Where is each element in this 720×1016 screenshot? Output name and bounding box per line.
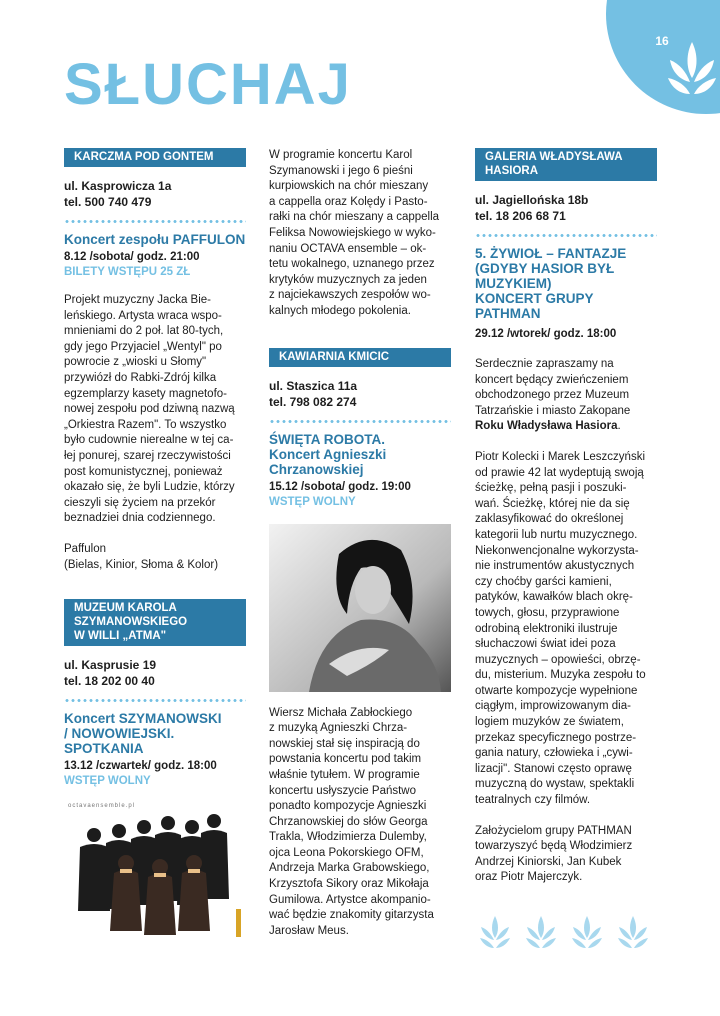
page-number: 16 bbox=[655, 34, 669, 48]
venue-phone: tel. 18 202 00 40 bbox=[64, 674, 155, 689]
paragraph: Paffulon (Bielas, Kinior, Słoma & Kolor) bbox=[64, 542, 219, 571]
event-title: Koncert zespołu PAFFULON bbox=[64, 232, 246, 247]
ensemble-photo bbox=[64, 801, 246, 939]
venue-address: ul. Jagiellońska 18b bbox=[475, 193, 589, 207]
venue-contact bbox=[64, 178, 246, 210]
dotted-divider bbox=[64, 699, 246, 702]
left-column bbox=[64, 148, 246, 939]
footer-motifs bbox=[478, 914, 650, 950]
event-ticket: BILETY WSTĘPU 25 ZŁ bbox=[64, 266, 191, 278]
venue-contact bbox=[64, 657, 246, 689]
event-title: ŚWIĘTA ROBOTA. Koncert Agnieszki Chrzanowskiej bbox=[269, 431, 387, 477]
artist-portrait-photo bbox=[269, 524, 451, 692]
middle-column bbox=[269, 148, 451, 939]
plant-motif-icon bbox=[478, 914, 512, 950]
paragraph: Założycielom grupy PATHMAN towarzyszyć będą Włodzimierz Andrzej Kiniorski, Jan Kubek oraz Piotr Majerczyk. bbox=[475, 824, 633, 884]
page-title: SŁUCHAJ bbox=[64, 52, 352, 117]
venue-phone: tel. 18 206 68 71 bbox=[475, 209, 566, 223]
event-date: 15.12 /sobota/ godz. 19:00 bbox=[269, 480, 411, 493]
venue-heading-galeria: GALERIA WŁADYSŁAWA HASIORA bbox=[475, 148, 657, 181]
venue-heading-muzeum: MUZEUM KAROLA SZYMANOWSKIEGO W WILLI „ATMA" bbox=[64, 599, 246, 646]
venue-address: ul. Kasprowicza 1a bbox=[64, 179, 172, 193]
plant-motif-icon bbox=[524, 914, 558, 950]
event-title: Koncert SZYMANOWSKI / NOWOWIEJSKI. SPOTKANIA bbox=[64, 711, 222, 757]
plant-motif-icon bbox=[570, 914, 604, 950]
venue-phone: tel. 798 082 274 bbox=[269, 394, 357, 409]
dotted-divider bbox=[475, 234, 657, 237]
venue-address: ul. Staszica 11a bbox=[269, 378, 358, 393]
venue-address: ul. Kasprusie 19 bbox=[64, 658, 157, 673]
plant-motif-icon bbox=[616, 914, 650, 950]
event-ticket: WSTĘP WOLNY bbox=[64, 775, 151, 788]
paragraph: Projekt muzyczny Jacka Bie- leńskiego. Artysta wraca wspo- mnieniami do 2 poł. lat 80-tych, gdy jego Przyjaciel „Wentyl" po powrocie z „wioski u Słomy" przywiózł do Rabki-Zdrój kilka egzemplarzy kasety magnetofo- nowej zespołu pod dziwną nazwą „Orkiestra Razem". To wszystko było cudownie nierealne w tej ca- łej ponurej, szarej rzeczywistości post komunistycznej, ponieważ okazało się, że byli Ludzie, którzy cieszyli się życiem na przekór beznadziei dnia codziennego. bbox=[64, 294, 235, 525]
event-description bbox=[64, 293, 246, 573]
dotted-divider bbox=[64, 220, 246, 223]
paragraph: Wiersz Michała Zabłockiego z muzyką Agnieszki Chrza- nowskiej stał się inspiracją do powstania koncertu pod takim właśnie tytułem. W programie koncertu usłyszycie Państwo ponadto kompozycje Agnieszki Chrzanowskiej do słów Georga Trakla, Włodzimierza Dulemby, ojca Leona Pokorskiego OFM, Andrzeja Marka Grabowskiego, Krzysztofa Sikory oraz Mikołaja Gumilowa. Artystce akompanio- wać będzie znakomity gitarzysta Jarosław Meus. bbox=[269, 706, 434, 937]
right-column bbox=[475, 148, 657, 886]
dotted-divider bbox=[269, 420, 451, 423]
venue-contact bbox=[475, 192, 657, 224]
event-description bbox=[475, 357, 657, 886]
paragraph bbox=[475, 357, 657, 435]
paragraph-text: Serdecznie zapraszamy na koncert będący zwieńczeniem obchodzonego przez Muzeum Tatrzańskie i miasto Zakopane bbox=[475, 358, 631, 417]
venue-contact bbox=[269, 378, 451, 410]
event-title: 5. ŻYWIOŁ – FANTAZJE (GDYBY HASIOR BYŁ MUZYKIEM) KONCERT GRUPY PATHMAN bbox=[475, 246, 627, 321]
ensemble-figures bbox=[64, 801, 246, 939]
paragraph-end: . bbox=[617, 420, 621, 433]
highlight-text: Roku Władysława Hasiora bbox=[475, 420, 618, 433]
event-date: 29.12 /wtorek/ godz. 18:00 bbox=[475, 328, 617, 340]
paragraph: W programie koncertu Karol Szymanowski i jego 6 pieśni kurpiowskich na chór mieszany a cappella oraz Kolędy i Pasto- rałki na chór mieszany a cappella Feliksa Nowowiejskiego w wyko- naniu OCTAVA ensemble – ok- tetu wokalnego, uznanego przez krytyków muzycznych za jeden z najciekawszych zespołów wo- kalnych młodego pokolenia. bbox=[269, 149, 440, 317]
photo-credit: octavaensemble.pl bbox=[68, 803, 136, 810]
event-date: 8.12 /sobota/ godz. 21:00 bbox=[64, 251, 200, 263]
plant-motif-icon bbox=[664, 38, 720, 98]
venue-phone: tel. 500 740 479 bbox=[64, 195, 152, 209]
paragraph: Piotr Kolecki i Marek Leszczyński od prawie 42 lat wydeptują swoją ścieżkę, pełną pasji i poszuki- wań. Ścieżkę, której nie da się zaklasyfikować do określonej kategorii lub nurtu muzycznego. Niekonwencjonalne wykorzysta- nie instrumentów akustycznych czy choćby garści kamieni, patyków, kawałków blach okrę- towych, głosu, przyprawione odrobiną elektroniki ilustruje słuchaczowi świat idei poza muzycznych – opowieści, obrzę- du, misterium. Muzyka zespołu to otwarte kompozycje wypełnione ciągłym, improwizowanym dia- logiem muzyków ze światem, przekaz specyficznego postrze- gania natury, człowieka i „cywi- lizacji". Stanowi często oprawę muzyczną do wystaw, spektakli teatralnych czy filmów. bbox=[475, 450, 646, 807]
event-date: 13.12 /czwartek/ godz. 18:00 bbox=[64, 760, 217, 773]
venue-heading-kmicic: KAWIARNIA KMICIC bbox=[269, 348, 451, 367]
venue-heading-karczma: KARCZMA POD GONTEM bbox=[64, 148, 246, 167]
event-ticket: WSTĘP WOLNY bbox=[269, 495, 356, 508]
